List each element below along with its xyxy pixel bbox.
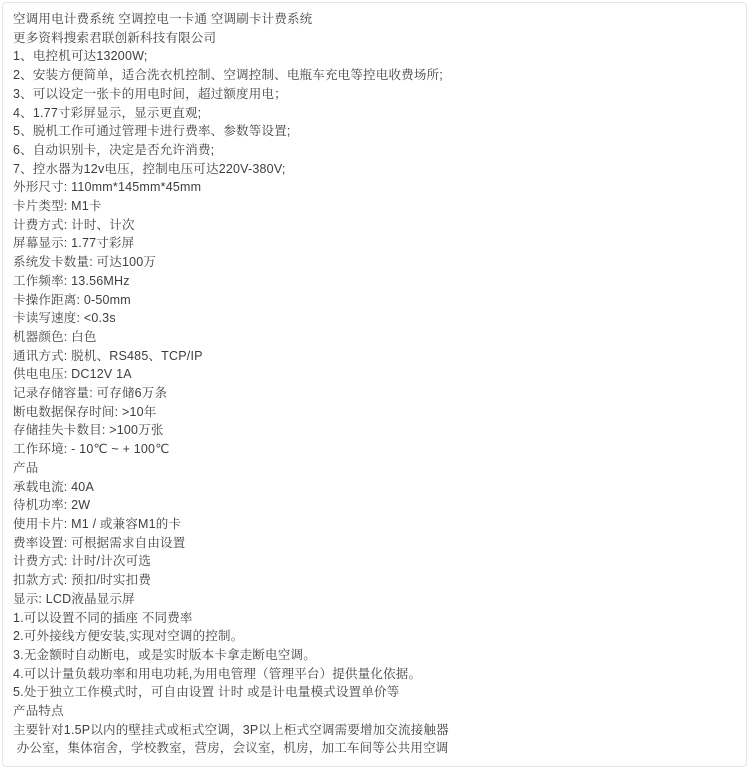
header-line: 更多资料搜索君联创新科技有限公司 bbox=[13, 30, 217, 45]
spec-item: 屏幕显示: 1.77寸彩屏 bbox=[13, 236, 135, 251]
feature-item: 2、安装方便简单，适合洗衣机控制、空调控制、电瓶车充电等控电收费场所; bbox=[13, 68, 443, 83]
spec-item: 系统发卡数量: 可达100万 bbox=[13, 255, 157, 270]
spec-item: 通讯方式: 脱机、RS485、TCP/IP bbox=[13, 348, 203, 363]
spec-item: 记录存储容量: 可存储6万条 bbox=[13, 386, 168, 401]
function-note: 3.无金额时自动断电，或是实时版本卡拿走断电空调。 bbox=[13, 647, 316, 662]
product-spec-item: 计费方式: 计时/计次可选 bbox=[13, 554, 152, 569]
spec-item: 计费方式: 计时、计次 bbox=[13, 217, 135, 232]
spec-item: 供电电压: DC12V 1A bbox=[13, 367, 132, 382]
features-section-label: 产品特点 bbox=[13, 704, 64, 719]
product-spec-item: 显示: LCD液晶显示屏 bbox=[13, 591, 135, 606]
feature-item: 7、控水器为12v电压，控制电压可达220V-380V; bbox=[13, 161, 286, 176]
spec-list bbox=[13, 178, 734, 459]
product-spec-item: 承载电流: 40A bbox=[13, 479, 94, 494]
feature-notes bbox=[13, 721, 734, 758]
function-note: 2.可外接线方便安装,实现对空调的控制。 bbox=[13, 629, 244, 644]
product-description-panel bbox=[2, 2, 747, 767]
spec-item: 存储挂失卡数目: >100万张 bbox=[13, 423, 164, 438]
function-note: 4.可以计量负载功率和用电功耗,为用电管理（管理平台）提供量化依据。 bbox=[13, 666, 422, 681]
product-spec-item: 扣款方式: 预扣/时实扣费 bbox=[13, 573, 152, 588]
feature-item: 4、1.77寸彩屏显示，显示更直观; bbox=[13, 105, 202, 120]
function-note: 5.处于独立工作模式时，可自由设置 计时 或是计电量模式设置单价等 bbox=[13, 685, 400, 700]
spec-item: 卡读写速度: <0.3s bbox=[13, 311, 116, 326]
feature-item: 3、可以设定一张卡的用电时间，超过额度用电； bbox=[13, 86, 287, 101]
spec-item: 卡片类型: M1卡 bbox=[13, 199, 102, 214]
product-spec-item: 待机功率: 2W bbox=[13, 498, 91, 513]
feature-item: 1、电控机可达13200W; bbox=[13, 49, 148, 64]
feature-item: 5、脱机工作可通过管理卡进行费率、参数等设置; bbox=[13, 124, 291, 139]
header-block bbox=[13, 10, 734, 47]
header-line: 空调用电计费系统 空调控电一卡通 空调刷卡计费系统 bbox=[13, 12, 313, 26]
function-note: 1.可以设置不同的插座 不同费率 bbox=[13, 610, 193, 625]
spec-item: 工作频率: 13.56MHz bbox=[13, 273, 130, 288]
product-spec-item: 费率设置: 可根据需求自由设置 bbox=[13, 535, 186, 550]
spec-item: 机器颜色: 白色 bbox=[13, 329, 97, 344]
spec-item: 外形尺寸: 110mm*145mm*45mm bbox=[13, 180, 202, 195]
feature-note: 主要针对1.5P以内的壁挂式或柜式空调，3P以上柜式空调需要增加交流接触器 bbox=[13, 722, 449, 737]
product-section-label: 产品 bbox=[13, 460, 39, 475]
spec-item: 断电数据保存时间: >10年 bbox=[13, 404, 157, 419]
feature-note: 办公室，集体宿舍，学校教室，营房，会议室，机房，加工车间等公共用空调 bbox=[13, 741, 449, 756]
product-spec-item: 使用卡片: M1 / 或兼容M1的卡 bbox=[13, 516, 182, 531]
feature-list bbox=[13, 47, 734, 178]
spec-item: 工作环境: - 10℃ ~ + 100℃ bbox=[13, 442, 170, 457]
function-notes bbox=[13, 609, 734, 703]
feature-item: 6、自动识别卡，决定是否允许消费; bbox=[13, 142, 215, 157]
product-spec-list bbox=[13, 478, 734, 609]
spec-item: 卡操作距离: 0-50mm bbox=[13, 292, 131, 307]
